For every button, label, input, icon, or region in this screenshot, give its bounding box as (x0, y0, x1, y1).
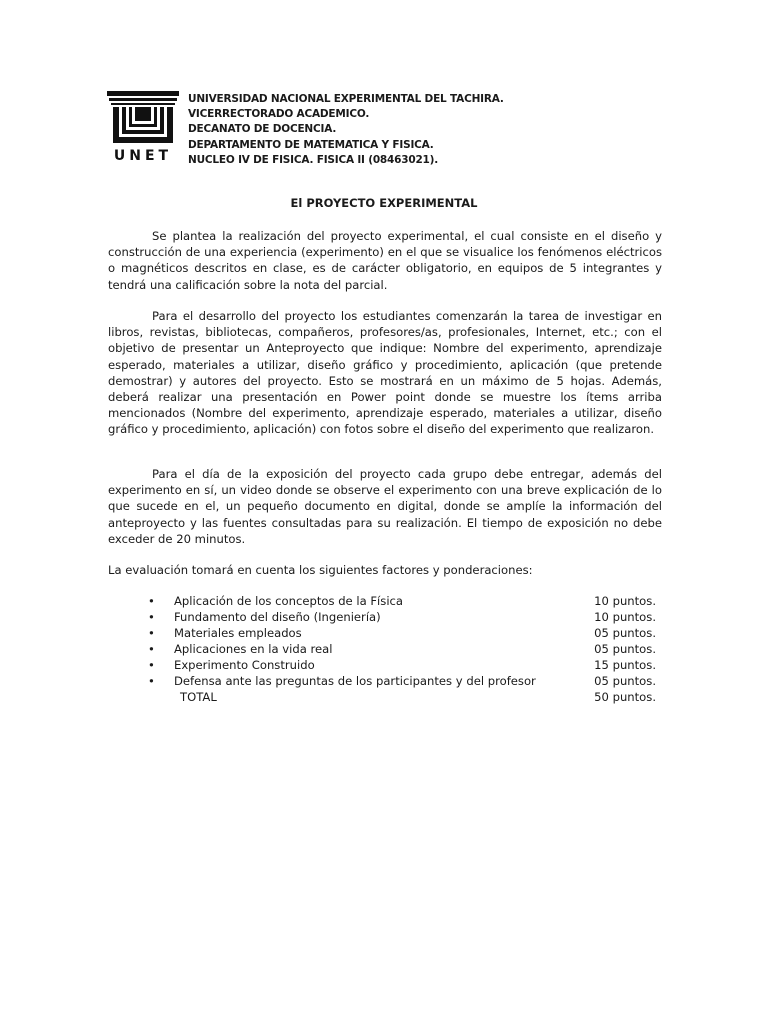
factor-points: 10 puntos. (594, 594, 656, 608)
factor-label: Defensa ante las preguntas de los participantes y del profesor (174, 674, 536, 688)
header-line-nucleo: NUCLEO IV DE FISICA. FISICA II (08463021). (188, 153, 439, 166)
bullet: • (148, 674, 155, 688)
list-item (148, 673, 656, 689)
factor-points: 10 puntos. (594, 610, 656, 624)
evaluation-list (148, 593, 656, 705)
unet-logo-icon (107, 91, 179, 163)
factor-points: 05 puntos. (594, 642, 656, 656)
factor-points: 05 puntos. (594, 626, 656, 640)
document-title: El PROYECTO EXPERIMENTAL (290, 196, 478, 210)
header-line-departamento: DEPARTAMENTO DE MATEMATICA Y FISICA. (188, 138, 434, 151)
logo-text (114, 148, 172, 163)
factor-label: Materiales empleados (174, 626, 302, 640)
list-item (148, 593, 656, 609)
bullet: • (148, 626, 155, 640)
paragraph-development: Para el desarrollo del proyecto los estudiantes comenzarán la tarea de investigar en libros, revistas, bibliotecas, compañeros, profesores/as, profesionales, Internet, etc.; con el objetivo de presentar un Anteproyecto que indique: Nombre del experimento, aprendizaje esperado, materiales a utilizar, diseño gráfico y procedimiento, aplicación (que pretende demostrar) y autores del proyecto. Esto se mostrará en un máximo de 5 hojas. Además, deberá realizar una presentación en Power point donde se muestre los ítems arriba mencionados (Nombre del experimento, aprendizaje esperado, materiales a utilizar, diseño gráfico y procedimiento, aplicación) con fotos sobre el diseño del experimento que realizaron. (108, 309, 662, 437)
bullet: • (148, 610, 155, 624)
list-item (148, 609, 656, 625)
factor-label: Experimento Construido (174, 658, 315, 672)
bullet: • (148, 658, 155, 672)
unet-logo (107, 91, 179, 163)
bullet: • (148, 642, 155, 656)
header-line-university: UNIVERSIDAD NACIONAL EXPERIMENTAL DEL TACHIRA. (188, 93, 504, 105)
paragraph-introduction: Se plantea la realización del proyecto experimental, el cual consiste en el diseño y construcción de una experiencia (experimento) en el que se visualice los fenómenos eléctricos o magnéticos descritos en clase, es de carácter obligatorio, en equipos de 5 integrantes y tendrá una calificación sobre la nota del parcial. (108, 229, 662, 292)
total-row (148, 689, 656, 705)
header-line-vicerrectorado: VICERRECTORADO ACADEMICO. (188, 108, 370, 121)
header-line-decanato: DECANATO DE DOCENCIA. (188, 123, 337, 136)
list-item (148, 657, 656, 673)
total-points: 50 puntos. (594, 690, 656, 704)
total-label: TOTAL (180, 690, 217, 704)
factor-points: 05 puntos. (594, 674, 656, 688)
bullet: • (148, 594, 155, 608)
factor-label: Aplicación de los conceptos de la Física (174, 594, 404, 608)
list-item (148, 641, 656, 657)
paragraph-exposition: Para el día de la exposición del proyecto cada grupo debe entregar, además del experimento en sí, un video donde se observe el experimento con una breve explicación de lo que sucede en el, un pequeño documento en digital, donde se amplíe la información del anteproyecto y las fuentes consultadas para su realización. El tiempo de exposición no debe exceder de 20 minutos. (108, 467, 662, 546)
factor-label: Aplicaciones en la vida real (174, 642, 333, 656)
svg-text:UNET: UNET (113, 148, 173, 163)
paragraph-evaluation-intro: La evaluación tomará en cuenta los siguientes factores y ponderaciones: (108, 563, 533, 577)
list-item (148, 625, 656, 641)
factor-points: 15 puntos. (594, 658, 656, 672)
factor-label: Fundamento del diseño (Ingeniería) (174, 610, 381, 624)
institution-header (188, 92, 504, 168)
